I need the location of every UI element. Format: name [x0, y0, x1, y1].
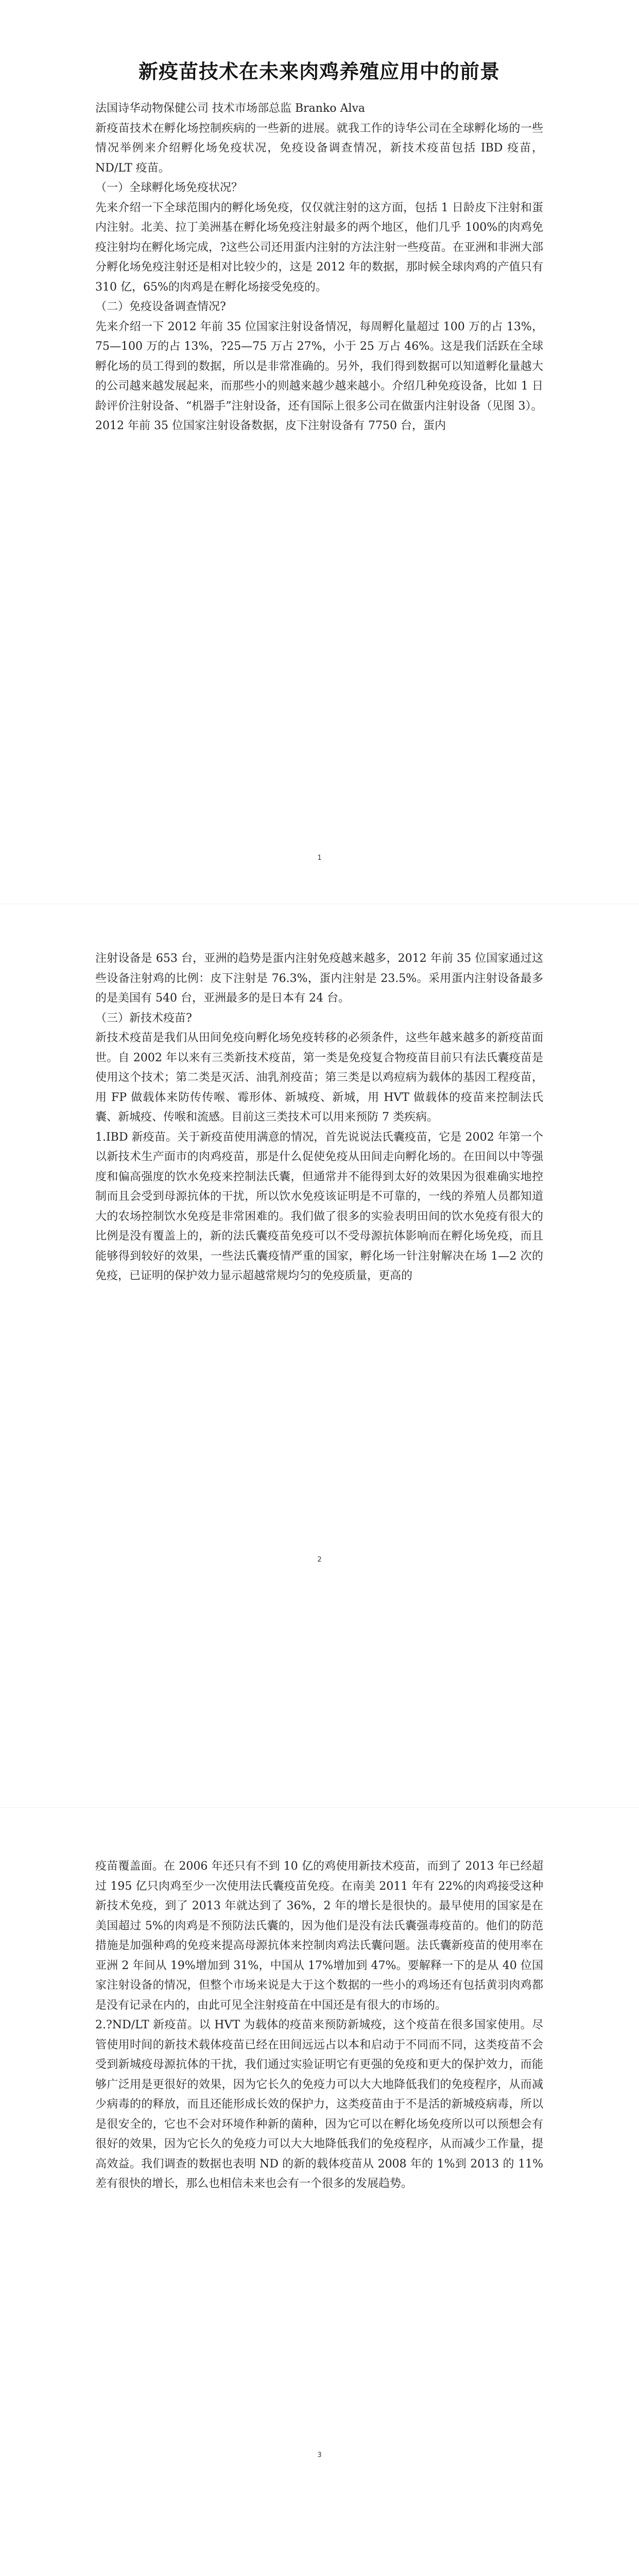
paragraph: 疫苗覆盖面。在 2006 年还只有不到 10 亿的鸡使用新技术疫苗，而到了 2013 年已经超过 195 亿只肉鸡至少一次使用法氏囊疫苗免疫。在南美 2011 年有 22%的肉鸡接受这种新技术免疫，到了 2013 年就达到了 36%，2 年的增长是很快的。最早使用的国家是在美国超过 5%的肉鸡是不预防法氏囊的，因为他们是没有法氏囊强毒疫苗的。他们的防范措施是加强种鸡的免疫来提高母源抗体来控制肉鸡法氏囊问题。法氏囊新疫苗的使用率在亚洲 2 年间从 19%增加到 31%，中国从 17%增加到 47%。要解释一下的是从 40 位国家注射设备的情况，但整个市场来说是大于这个数据的一些小的鸡场还有包括黄羽肉鸡都是没有记录在内的，由此可见全注射疫苗在中国还是有很大的市场的。	[95, 1860, 543, 2012]
page-number: 2	[317, 1556, 322, 1564]
page-1-content	[95, 56, 543, 84]
paragraph: 1.IBD 新疫苗。关于新疫苗使用满意的情况，首先说说法氏囊疫苗，它是 2002 年第一个以新技术生产面市的肉鸡疫苗，那是什么促使免疫从田间走向孵化场的。在田间以中等强度和偏高强度的饮水免疫来控制法氏囊，但通常并不能得到太好的效果因为很难确实地控制而且会受到母源抗体的干扰，所以饮水免疫该证明是不可靠的，一线的养殖人员都知道大的农场控制饮水免疫是非常困难的。我们做了很多的实验表明田间的饮水免疫有很大的比例是没有覆盖上的，新的法氏囊疫苗免疫可以不受母源抗体影响而在孵化场免疫，而且能够得到较好的效果，一些法氏囊疫情严重的国家，孵化场一针注射解决在场 1—2 次的免疫，已证明的保护效力显示超越常规均匀的免疫质量，更高的	[95, 1130, 543, 1282]
paragraph: 2.?ND/LT 新疫苗。以 HVT 为载体的疫苗来预防新城疫，这个疫苗在很多国家使用。尽管使用时间的新技术载体疫苗已经在田间远远占以本和启动于不同而不同，这类疫苗不会受到新城疫母源抗体的干扰，我们通过实验证明它有更强的免疫和更大的保护效力，而能够广泛用是更很好的效果，因为它长久的免疫力可以大大地降低我们的免疫程序，从而减少病毒的的释放，而且还能形成长效的保护力，这类疫苗由于不是活的新城疫病毒，所以是很安全的，它也不会对环境作种新的菌种，因为它可以在孵化场免疫所以可以预想会有很好的效果，因为它长久的免疫力可以大大地降低我们的免疫程序，从而减少工作量，提高效益。我们调查的数据也表明 ND 的新的载体疫苗从 2008 年的 1%到 2013 的 11%差有很快的增长，那么也相信未来也会有一个很多的发展趋势。	[95, 2019, 543, 2190]
page-2-body	[95, 949, 543, 1286]
section-heading: （三）新技术疫苗?	[95, 1011, 192, 1025]
page-1	[0, 0, 639, 904]
author-line: 法国诗华动物保健公司 技术市场部总监 Branko Alva	[95, 102, 365, 115]
page-1-body	[95, 99, 543, 436]
page-3	[0, 1807, 639, 2576]
paragraph: 注射设备是 653 台，亚洲的趋势是蛋内注射免疫越来越多，2012 年前 35 位国家通过这些设备注射鸡的比例：皮下注射是 76.3%，蛋内注射是 23.5%。采用蛋内注射设备最多的是美国有 540 台，亚洲最多的是日本有 24 台。	[95, 952, 543, 1005]
page-3-body	[95, 1857, 543, 2194]
paragraph: 2012 年前 35 位国家注射设备数据，皮下注射设备有 7750 台，蛋内	[95, 419, 446, 432]
page-number: 3	[317, 2451, 322, 2459]
page-number: 1	[317, 854, 322, 862]
section-heading: （二）免疫设备调查情况?	[95, 300, 226, 313]
paragraph: 新疫苗技术在孵化场控制疾病的一些新的进展。就我工作的诗华公司在全球孵化场的一些情况举例来介绍孵化场免疫状况，免疫设备调查情况，新技术疫苗包括 IBD 疫苗，ND/LT 疫苗。	[95, 122, 543, 175]
paragraph: 新技术疫苗是我们从田间免疫向孵化场免疫转移的必须条件，这些年越来越多的新疫苗面世。自 2002 年以来有三类新技术疫苗，第一类是免疫复合物疫苗目前只有法氏囊疫苗是使用这个技术；第二类是灭活、油乳剂疫苗；第三类是以鸡痘病为载体的基因工程疫苗，用 FP 做载体来防传传喉、霉形体、新城疫、新城，用 HVT 做载体的疫苗来控制法氏囊、新城疫、传喉和流感。目前这三类技术可以用来预防 7 类疾病。	[95, 1031, 543, 1124]
document-title: 新疫苗技术在未来肉鸡养殖应用中的前景	[138, 60, 500, 83]
section-heading: （一）全球孵化场免疫状况？	[95, 181, 243, 194]
paragraph: 先来介绍一下全球范围内的孵化场免疫，仅仅就注射的这方面，包括 1 日龄皮下注射和蛋内注射。北美、拉丁美洲基在孵化场免疫注射最多的两个地区，他们几乎 100%的肉鸡免疫注射均在孵化场完成，?这些公司还用蛋内注射的方法注射一些疫苗。在亚洲和非洲大部分孵化场免疫注射还是相对比较少的，这是 2012 年的数据，那时候全球肉鸡的产值只有 310 亿，65%的肉鸡是在孵化场接受免疫的。	[95, 201, 543, 294]
page-2	[0, 904, 639, 1807]
paragraph: 先来介绍一下 2012 年前 35 位国家注射设备情况，每周孵化量超过 100 万的占 13%，75—100 万的占 13%，?25—75 万占 27%，小于 25 万占 46%。这是我们活跃在全球孵化场的员工得到的数据，所以是非常准确的。另外，我们得到数据可以知道孵化量越大的公司越来越发展起来，而那些小的则越来越少越来越小。介绍几种免疫设备，比如 1 日龄评价注射设备、“机器手”注射设备，还有国际上很多公司在做蛋内注射设备（见图 3）。	[95, 320, 543, 413]
